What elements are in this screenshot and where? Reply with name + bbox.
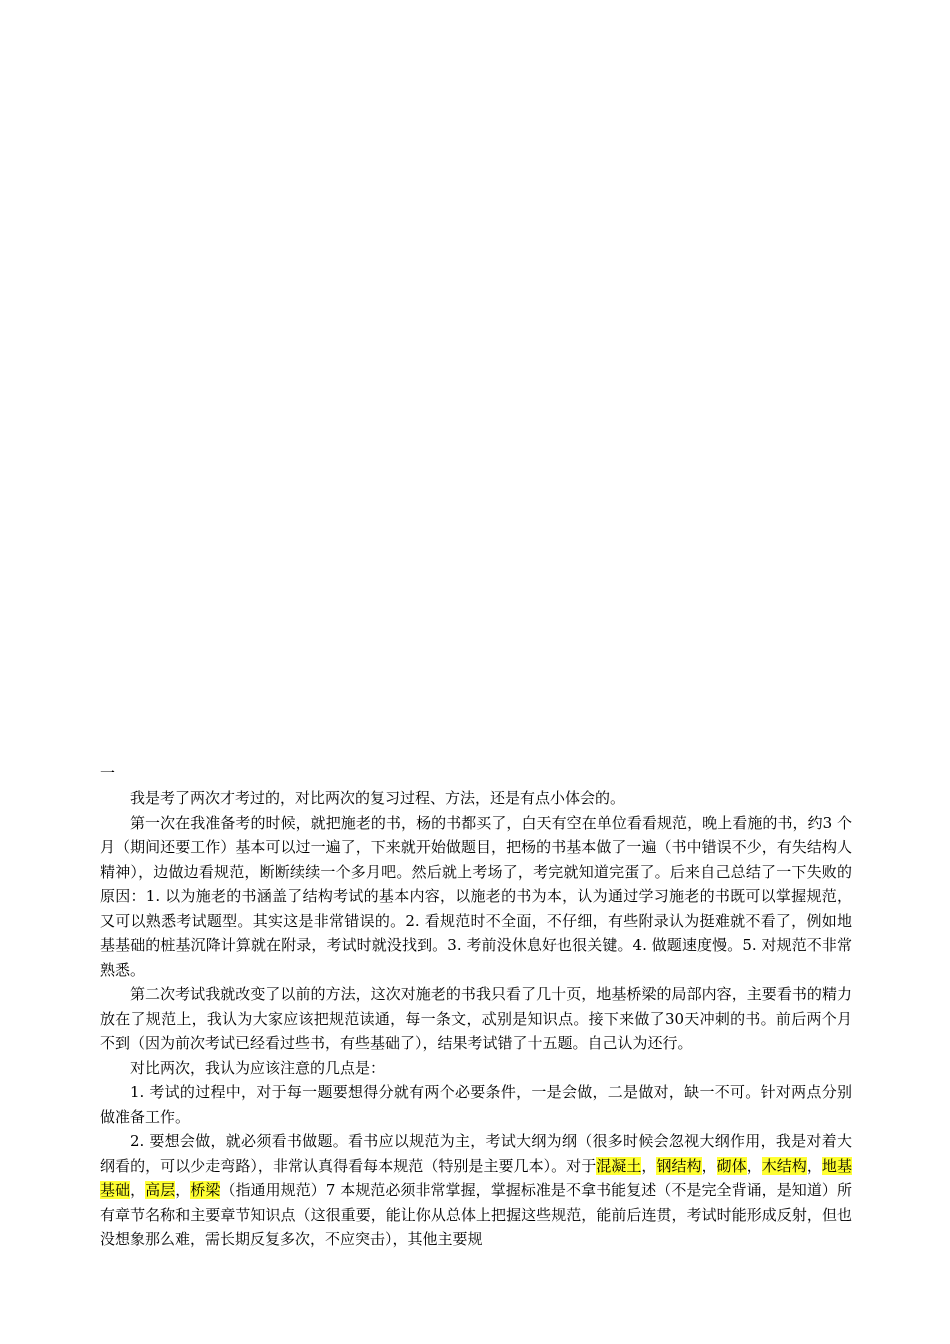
point-2-text-start: 2. 要想会做，就必须看书做题。看书应以规范为主，考试大纲为纲（很多时候会忽视大纲作用，我是对着大纲看的，可以少走弯路），非常认真得看每本规范（特别是主要几本）。对于 [100, 1132, 852, 1175]
paragraph-point-2 [100, 1129, 852, 1252]
highlight-bridge: 桥梁 [190, 1181, 221, 1199]
highlight-foundation: 地基基础 [100, 1156, 852, 1199]
separator: ， [701, 1156, 717, 1175]
paragraph-second-attempt: 第二次考试我就改变了以前的方法，这次对施老的书我只看了几十页，地基桥梁的局部内容，主要看书的精力放在了规范上，我认为大家应该把规范读通，每一条文，忒别是知识点。接下来做了30天冲刺的书。前后两个月不到（因为前次考试已经看过些书，有些基础了），结果考试错了十五题。自己认为还行。 [100, 985, 852, 1052]
separator: ， [130, 1181, 146, 1199]
highlight-timber-structure: 木结构 [761, 1156, 807, 1175]
separator: ， [806, 1156, 822, 1175]
separator: ， [175, 1181, 191, 1199]
highlight-concrete: 混凝土 [596, 1156, 642, 1175]
highlight-masonry: 砌体 [716, 1156, 747, 1175]
highlight-high-rise: 高层 [145, 1181, 176, 1199]
paragraph-intro: 我是考了两次才考过的，对比两次的复习过程、方法，还是有点小体会的。 [130, 789, 626, 807]
section-mark: 一 [100, 764, 116, 782]
document-body [100, 760, 852, 1252]
highlight-steel-structure: 钢结构 [656, 1156, 702, 1175]
separator: ， [641, 1156, 657, 1175]
separator: ， [746, 1156, 762, 1175]
paragraph-comparison: 对比两次，我认为应该注意的几点是： [130, 1058, 386, 1077]
paragraph-first-attempt: 第一次在我准备考的时候，就把施老的书，杨的书都买了，白天有空在单位看看规范，晚上看施的书，约3 个月（期间还要工作）基本可以过一遍了，下来就开始做题目，把杨的书基本做了一遍（书中错误不少，有失结构人精神），边做边看规范，断断续续一个多月吧。然后就上考场了，考完就知道完蛋了。后来自己总结了一下失败的原因：1. 以为施老的书涵盖了结构考试的基本内容，以施老的书为本，认为通过学习施老的书既可以掌握规范，又可以熟悉考试题型。其实这是非常错误的。2. 看规范时不全面，不仔细，有些附录认为挺难就不看了，例如地基基础的桩基沉降计算就在附录，考试时就没找到。3. 考前没休息好也很关键。4. 做题速度慢。5. 对规范不非常熟悉。 [100, 813, 852, 979]
point-2-text-end: （指通用规范）7 本规范必须非常掌握，掌握标准是不拿书能复述（不是完全背诵，是知道）所有章节名称和主要章节知识点（这很重要，能让你从总体上把握这些规范，能前后连贯，考试时能形成反射，但也没想象那么难，需长期反复多次，不应突击），其他主要规 [100, 1181, 852, 1248]
paragraph-point-1: 1. 考试的过程中，对于每一题要想得分就有两个必要条件，一是会做，二是做对，缺一不可。针对两点分别做准备工作。 [100, 1083, 852, 1126]
